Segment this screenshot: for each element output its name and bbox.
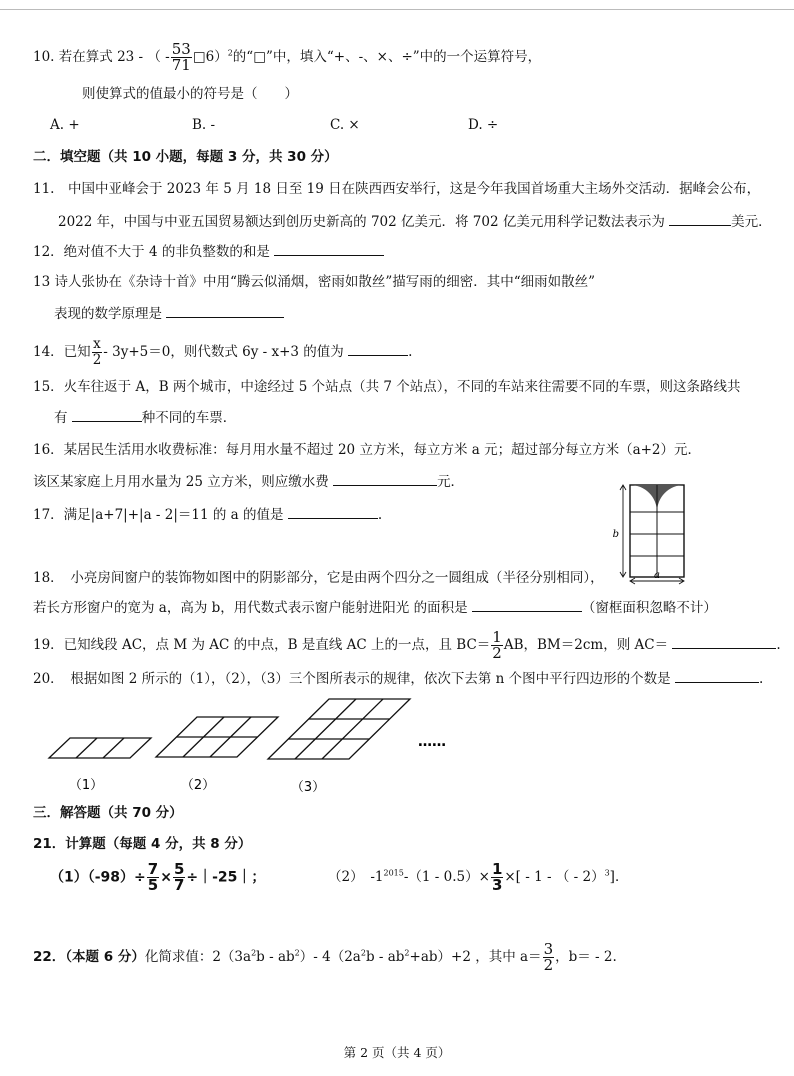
q10-line2: 则使算式的值最小的符号是（ ） bbox=[82, 86, 298, 102]
q22-term-4: +ab）+2 ，其中 a＝ bbox=[409, 949, 542, 965]
q19-pre: 19．已知线段 AC，点 M 为 AC 的中点，B 是直线 AC 上的一点，且 BC＝ bbox=[33, 637, 491, 653]
q21-title: 21．计算题（每题 4 分，共 8 分） bbox=[33, 836, 252, 852]
q21-p2-exp: 2015 bbox=[383, 868, 404, 878]
section-3-heading: 三．解答题（共 70 分） bbox=[33, 805, 183, 821]
q11-text: 2022 年，中国与中亚五国贸易额达到创历史新高的 702 亿美元．将 702 亿美元用科学记数法表示为 bbox=[58, 214, 665, 230]
q22-label: 22．（本题 6 分） bbox=[33, 949, 145, 965]
q22-term-1: b - ab bbox=[256, 949, 295, 965]
q14-frac-num: x bbox=[93, 336, 101, 352]
q21-p1-frac2 bbox=[173, 862, 185, 893]
window-label-b: b bbox=[612, 529, 619, 540]
q21-p2-pre: （2） -1 bbox=[328, 869, 384, 885]
q12-text: 12．绝对值不大于 4 的非负整数的和是 bbox=[33, 244, 270, 260]
q14-fraction bbox=[92, 337, 103, 368]
q21-p2-mid: -（1 - 0.5）× bbox=[403, 869, 490, 885]
top-rule bbox=[0, 9, 794, 10]
q19-end: . bbox=[776, 637, 781, 653]
q15-post: 种不同的车票． bbox=[141, 410, 237, 426]
q12-line bbox=[33, 241, 384, 262]
q15-answer-blank[interactable] bbox=[72, 407, 142, 422]
q18-line1: 18． 小亮房间窗户的装饰物如图中的阴影部分，它是由两个四分之一圆组成（半径分别相同）， bbox=[33, 570, 604, 586]
q22-sup-2: 2 bbox=[294, 948, 300, 958]
q14-pre: 14．已知 bbox=[33, 344, 91, 360]
q19-frac-num: 1 bbox=[492, 628, 502, 646]
q18-text: 若长方形窗户的宽为 a，高为 b，用代数式表示窗户能射进阳光 的面积是 bbox=[33, 600, 468, 616]
q21-p2-post: ×[ - 1 - （ - 2） bbox=[504, 869, 605, 885]
q16-text: 该区某家庭上月用水量为 25 立方米，则应缴水费 bbox=[33, 474, 329, 490]
q21-p1-frac1-den: 5 bbox=[147, 876, 159, 894]
q17-line bbox=[33, 504, 382, 525]
q22-pre: 化简求值：2（3a bbox=[144, 949, 252, 965]
q13-line2 bbox=[54, 303, 284, 324]
q16-line1: 16．某居民生活用水收费标准：每月用水量不超过 20 立方米，每立方米 a 元；超过部分每立方米（a+2）元． bbox=[33, 442, 702, 458]
q15-line2 bbox=[54, 407, 236, 428]
q10-pre: 若在算式 23 - （ - bbox=[58, 49, 170, 65]
q22-sup-3: 2 bbox=[360, 948, 366, 958]
q14-end: . bbox=[408, 344, 413, 360]
window-label-a: a bbox=[654, 570, 660, 581]
section-2-heading: 二．填空题（共 10 小题，每题 3 分，共 30 分） bbox=[33, 149, 338, 165]
q10-option-b: B. - bbox=[192, 117, 216, 133]
q16-answer-blank[interactable] bbox=[333, 471, 437, 486]
q14-answer-blank[interactable] bbox=[348, 341, 408, 356]
q13-line1: 13 诗人张协在《杂诗十首》中用“腾云似涌烟，密雨如散丝”描写雨的细密．其中“细雨如散丝” bbox=[33, 274, 596, 290]
q22-term-2: ）- 4（2a bbox=[299, 949, 361, 965]
q19-frac-den: 2 bbox=[492, 644, 502, 662]
q21-p1-frac2-den: 7 bbox=[173, 876, 185, 894]
q13-text: 表现的数学原理是 bbox=[54, 306, 162, 322]
q21-p2-frac-den: 3 bbox=[491, 876, 503, 894]
q12-answer-blank[interactable] bbox=[274, 241, 384, 256]
q19-answer-blank[interactable] bbox=[672, 634, 776, 649]
q10-fraction bbox=[171, 42, 192, 73]
q20-text: 20． 根据如图 2 所示的（1），（2），（3）三个图所表示的规律，依次下去第 n 个图中平行四边形的个数是 bbox=[33, 671, 671, 687]
pattern-label-2: （2） bbox=[180, 778, 216, 793]
q18-answer-blank[interactable] bbox=[472, 597, 582, 612]
q18-note: （窗框面积忽略不计） bbox=[581, 600, 717, 616]
window-shade-left bbox=[630, 485, 657, 512]
q21-part2 bbox=[328, 862, 628, 893]
q22-frac-den: 2 bbox=[543, 956, 554, 974]
q14-mid: - 3y+5＝0，则代数式 6y - x+3 的值为 bbox=[103, 344, 344, 360]
q13-answer-blank[interactable] bbox=[166, 303, 284, 318]
q10-line1 bbox=[33, 42, 541, 73]
pattern-label-3: （3） bbox=[290, 780, 326, 795]
q10-frac-den: 71 bbox=[171, 56, 191, 74]
q10-option-d: D. ÷ bbox=[468, 117, 499, 133]
q22-post: ，b＝ - 2. bbox=[555, 949, 617, 965]
q21-p1-post: ÷｜-25｜； bbox=[186, 869, 266, 886]
q20-line bbox=[33, 668, 763, 689]
q14-frac-den: 2 bbox=[92, 352, 102, 368]
q21-p1-mid: × bbox=[160, 869, 172, 886]
pattern-2 bbox=[156, 717, 278, 757]
q22-sup-4: 2 bbox=[404, 948, 410, 958]
q21-p1-pre: （1）（-98）÷ bbox=[50, 869, 146, 886]
q18-line2 bbox=[33, 597, 717, 618]
q14-line bbox=[33, 337, 412, 368]
q11-unit: 美元． bbox=[731, 214, 772, 230]
q17-text: 17．满足|a+7|+|a - 2|＝11 的 a 的值是 bbox=[33, 507, 284, 523]
window-figure bbox=[612, 480, 692, 586]
q11-answer-blank[interactable] bbox=[669, 211, 731, 226]
pattern-ellipsis: …… bbox=[418, 734, 446, 750]
q21-p1-frac2-num: 5 bbox=[173, 860, 185, 878]
q16-unit: 元． bbox=[437, 474, 465, 490]
window-shade-right bbox=[657, 485, 684, 512]
q21-part1 bbox=[50, 862, 265, 893]
q22-fraction bbox=[543, 942, 555, 973]
q20-answer-blank[interactable] bbox=[675, 668, 759, 683]
q22-term-3: b - ab bbox=[365, 949, 405, 965]
q21-p2-frac-num: 1 bbox=[491, 860, 503, 878]
parallelogram-figure bbox=[40, 695, 480, 795]
q21-p1-frac1 bbox=[147, 862, 159, 893]
q21-p2-end: ]． bbox=[609, 869, 629, 885]
q10-exp: 2 bbox=[227, 48, 233, 58]
q19-line bbox=[33, 630, 781, 661]
q20-end: . bbox=[758, 671, 764, 687]
q15-pre: 有 bbox=[54, 410, 68, 426]
q10-option-a: A. + bbox=[50, 117, 80, 133]
q21-p2-exp2: 3 bbox=[604, 868, 610, 878]
q21-p2-frac bbox=[491, 862, 503, 893]
q15-line1: 15．火车往返于 A，B 两个城市，中途经过 5 个站点（共 7 个站点），不同的车站来往需要不同的车票，则这条路线共 bbox=[33, 379, 741, 395]
q22-frac-num: 3 bbox=[543, 940, 554, 958]
q22-line bbox=[33, 942, 617, 973]
q17-answer-blank[interactable] bbox=[288, 504, 378, 519]
q22-sup-1: 2 bbox=[251, 948, 257, 958]
q16-line2 bbox=[33, 471, 464, 492]
q10-frac-num: 53 bbox=[171, 40, 191, 58]
pattern-1 bbox=[49, 738, 151, 758]
q11-line1: 11. 中国中亚峰会于 2023 年 5 月 18 日至 19 日在陕西西安举行，这是今年我国首场重大主场外交活动．据峰会公布， bbox=[33, 181, 761, 197]
pattern-label-1: （1） bbox=[68, 778, 104, 793]
pattern-3 bbox=[268, 699, 410, 759]
q10-post: □6） bbox=[192, 49, 228, 65]
q10-options bbox=[50, 115, 650, 135]
q11-line2 bbox=[58, 211, 772, 232]
q19-fraction bbox=[491, 630, 503, 661]
q19-mid: AB，BM＝2cm，则 AC＝ bbox=[503, 637, 669, 653]
q10-number: 10. bbox=[33, 49, 55, 65]
q17-end: . bbox=[377, 507, 383, 523]
q10-option-c: C. × bbox=[330, 117, 360, 133]
q10-tail: 的“□”中，填入“+、-、×、÷”中的一个运算符号， bbox=[232, 49, 542, 65]
q21-p1-frac1-num: 7 bbox=[147, 860, 159, 878]
page-footer: 第 2 页（共 4 页） bbox=[343, 1045, 451, 1060]
